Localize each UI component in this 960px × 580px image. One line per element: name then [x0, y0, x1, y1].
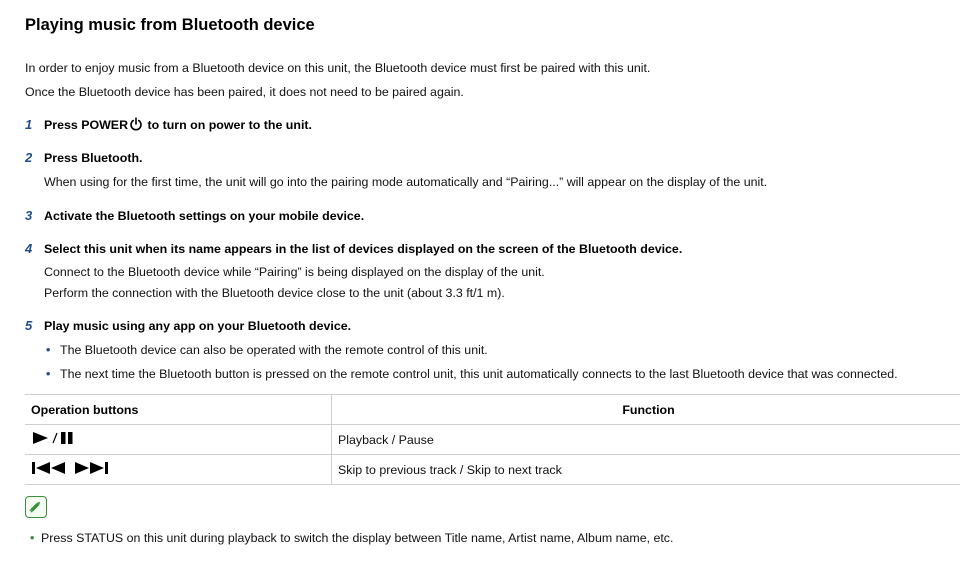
table-row [25, 455, 960, 485]
step-number: 2 [25, 150, 33, 165]
skip-prev-next-icon [31, 460, 121, 479]
note-text-line [30, 531, 673, 545]
step-2 [25, 150, 142, 165]
step-5 [25, 318, 351, 333]
table-header-row [25, 395, 960, 425]
intro-paragraph-2: Once the Bluetooth device has been paired, it does not need to be paired again. [25, 85, 464, 99]
step-number: 4 [25, 241, 33, 256]
step-text-part: to turn on power to the unit. [144, 118, 312, 132]
bullet-icon: • [46, 367, 51, 381]
step-5-bullet-1 [46, 343, 488, 357]
column-header-function: Function [332, 395, 960, 425]
play-pause-icon [31, 430, 77, 449]
bullet-text: The Bluetooth device can also be operated with the remote control of this unit. [60, 343, 488, 357]
step-text: Press Bluetooth. [44, 151, 143, 165]
step-text: Activate the Bluetooth settings on your mobile device. [44, 209, 365, 223]
note-text: Press STATUS on this unit during playback to switch the display between Title name, Artist name, Album name, etc. [41, 531, 674, 545]
operation-cell [25, 425, 332, 455]
table-row [25, 425, 960, 455]
step-4-detail-1: Connect to the Bluetooth device while “Pairing” is being displayed on the display of the unit. [44, 265, 545, 279]
operation-table [25, 394, 960, 485]
page-title: Playing music from Bluetooth device [25, 16, 315, 34]
column-header-operation: Operation buttons [25, 395, 332, 425]
bullet-icon: • [30, 531, 35, 545]
step-2-detail: When using for the first time, the unit will go into the pairing mode automatically and “Pairing...” will appear on the display of the unit. [44, 175, 768, 189]
bullet-text: The next time the Bluetooth button is pressed on the remote control unit, this unit automatically connects to the last Bluetooth device that was connected. [60, 367, 898, 381]
step-text: Select this unit when its name appears in the list of devices displayed on the screen of the Bluetooth device. [44, 242, 683, 256]
step-4 [25, 241, 682, 256]
function-cell: Skip to previous track / Skip to next track [332, 455, 960, 485]
step-text-part: Press POWER [44, 118, 129, 132]
step-number: 3 [25, 208, 33, 223]
pencil-note-icon [25, 496, 47, 518]
bullet-icon: • [46, 343, 51, 357]
step-number: 1 [25, 117, 33, 132]
function-cell: Playback / Pause [332, 425, 960, 455]
step-4-detail-2: Perform the connection with the Bluetooth device close to the unit (about 3.3 ft/1 m). [44, 286, 505, 300]
step-1 [25, 117, 312, 134]
step-text: Play music using any app on your Bluetooth device. [44, 319, 352, 333]
step-text [44, 118, 312, 132]
intro-paragraph-1: In order to enjoy music from a Bluetooth device on this unit, the Bluetooth device must first be paired with this unit. [25, 61, 651, 75]
step-number: 5 [25, 318, 33, 333]
step-3 [25, 208, 364, 223]
power-icon [129, 117, 143, 134]
operation-cell [25, 455, 332, 485]
step-5-bullet-2 [46, 367, 898, 381]
